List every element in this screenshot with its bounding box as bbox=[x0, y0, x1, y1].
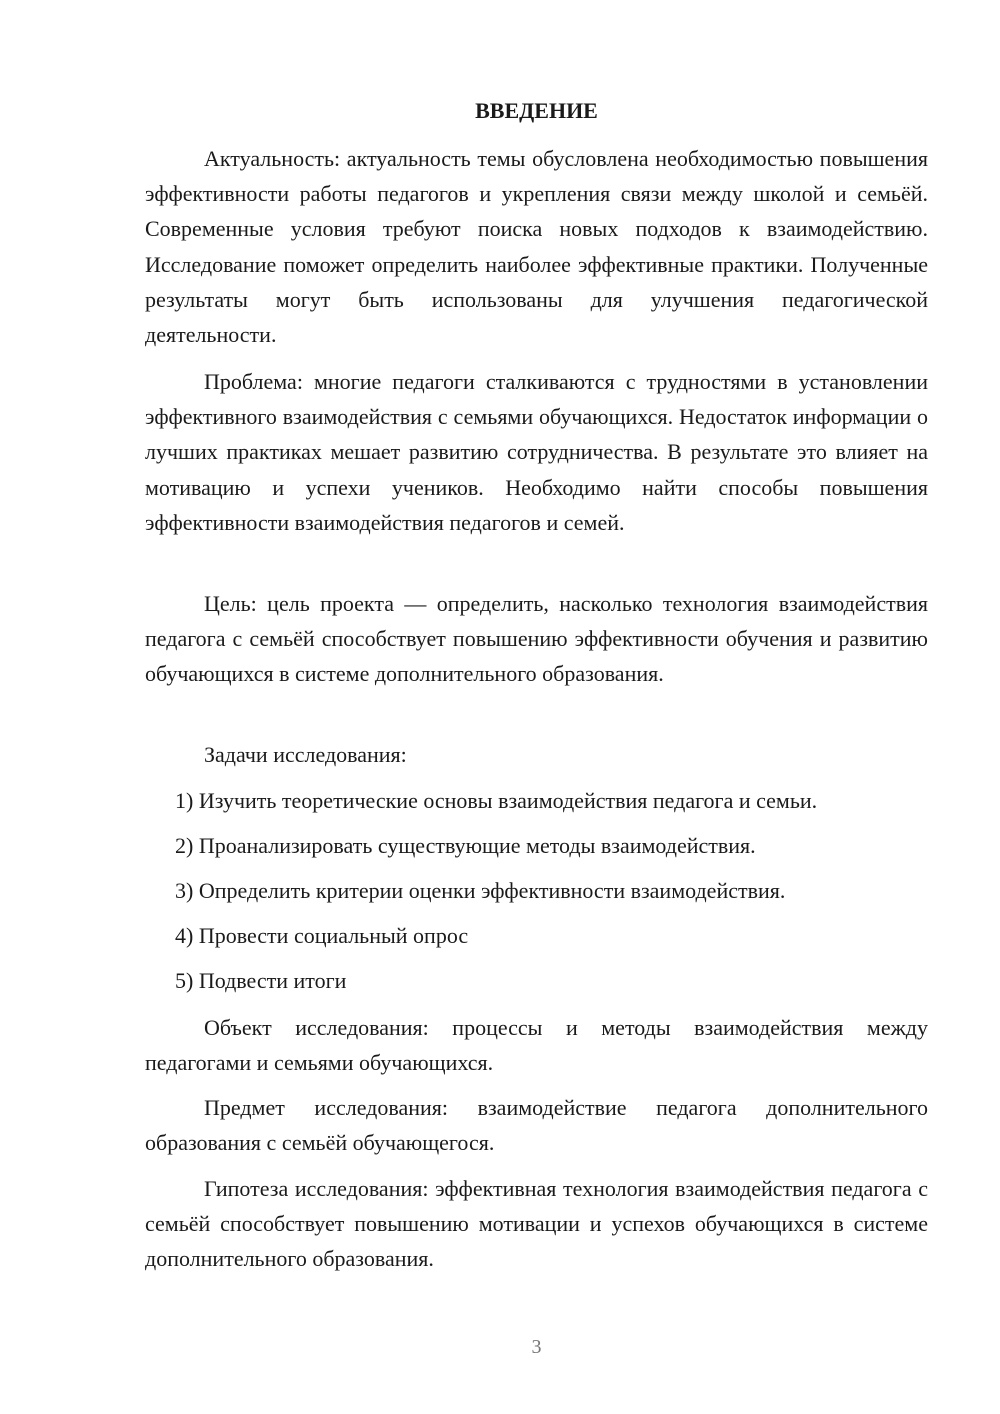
task-item-2: 2) Проанализировать существующие методы взаимодействия. bbox=[175, 833, 756, 858]
paragraph-problem: Проблема: многие педагоги сталкиваются с трудностями в установлении эффективного взаимодействия с семьями обучающихся. Недостаток информации о лучших практиках мешает развитию сотрудничества. В результате это влияет на мотивацию и успехи учеников. Необходимо найти способы повышения эффективности взаимодействия педагогов и семей. bbox=[145, 369, 928, 535]
paragraph-object: Объект исследования: процессы и методы взаимодействия между педагогами и семьями обучающихся. bbox=[145, 1015, 928, 1076]
paragraph-hypothesis: Гипотеза исследования: эффективная технология взаимодействия педагога с семьёй способствует повышению мотивации и успехов обучающихся в системе дополнительного образования. bbox=[145, 1176, 928, 1272]
task-item-1: 1) Изучить теоретические основы взаимодействия педагога и семьи. bbox=[175, 788, 818, 813]
paragraph-relevance: Актуальность: актуальность темы обусловлена необходимостью повышения эффективности работы педагогов и укрепления связи между школой и семьёй. Современные условия требуют поиска новых подходов к взаимодействию. Исследование поможет определить наиболее эффективные практики. Полученные результаты могут быть использованы для улучшения педагогической деятельности. bbox=[145, 146, 928, 348]
page-title: ВВЕДЕНИЕ bbox=[475, 98, 598, 123]
tasks-heading: Задачи исследования: bbox=[204, 742, 407, 767]
task-item-4: 4) Провести социальный опрос bbox=[175, 923, 469, 948]
task-item-5: 5) Подвести итоги bbox=[175, 968, 347, 993]
page-number: 3 bbox=[531, 1336, 542, 1358]
paragraph-goal: Цель: цель проекта — определить, насколько технология взаимодействия педагога с семьёй способствует повышению эффективности обучения и развитию обучающихся в системе дополнительного образования. bbox=[145, 591, 928, 687]
paragraph-subject: Предмет исследования: взаимодействие педагога дополнительного образования с семьёй обучающегося. bbox=[145, 1095, 928, 1156]
task-item-3: 3) Определить критерии оценки эффективности взаимодействия. bbox=[175, 878, 786, 903]
